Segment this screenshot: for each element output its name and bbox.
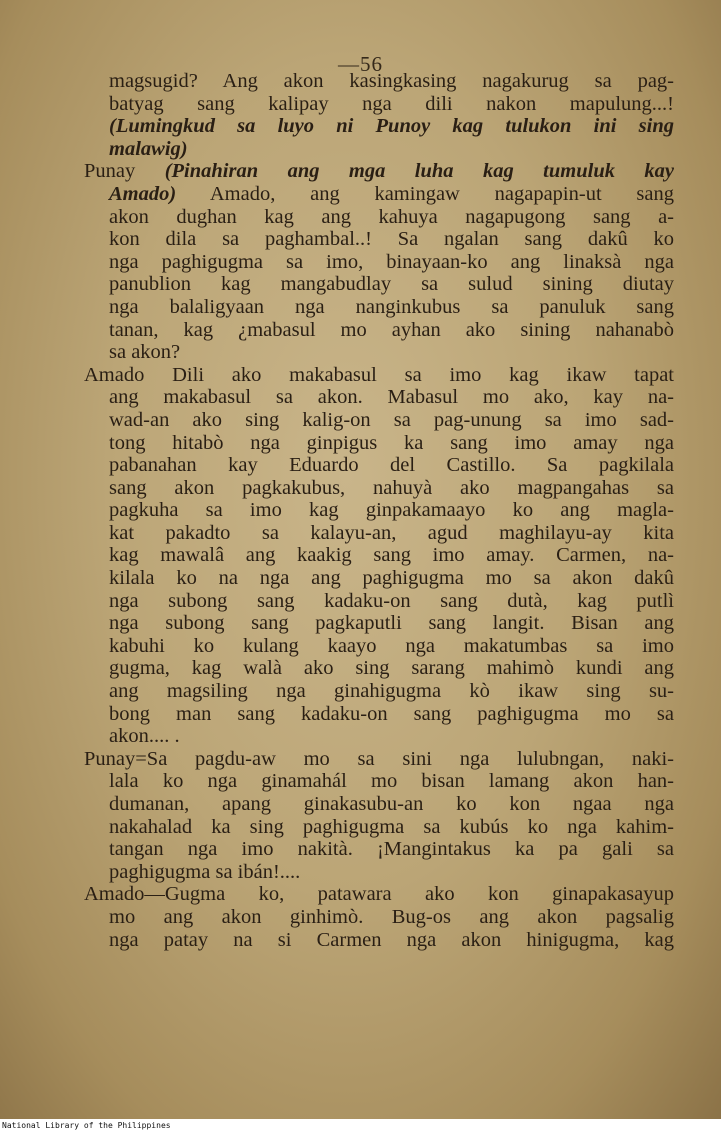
text-line: lala ko nga ginamahál mo bisan lamang akon han-: [109, 770, 674, 793]
text-line: nga paghigugma sa imo, binayaan-ko ang linaksà nga: [109, 250, 674, 273]
text-line: wad-an ako sing kalig-on sa pag-unung sa imo sad-: [109, 408, 674, 431]
text-line: magsugid? Ang akon kasingkasing nagakurug sa pag-: [109, 70, 674, 92]
text-line: akon.... .: [109, 725, 180, 748]
text-line: nga subong sang pagkaputli sang langit. Bisan ang: [109, 612, 674, 635]
text-line: Amado Dili ako makabasul sa imo kag ikaw tapat: [84, 363, 674, 386]
text-line: kag mawalâ ang kaakig sang imo amay. Carmen, na-: [109, 544, 674, 567]
text-line: malawig): [109, 137, 188, 160]
text-line: ang makabasul sa akon. Mabasul mo ako, kay na-: [109, 386, 674, 409]
text-line: kat pakadto sa kalayu-an, agud maghilayu-ay kita: [109, 521, 674, 544]
text-line: [84, 183, 674, 206]
text-line: paghigugma sa ibán!....: [109, 860, 301, 883]
text-line: Punay=Sa pagdu-aw mo sa sini nga lulubngan, naki-: [84, 747, 674, 770]
text-line: nga balaligyaan nga nanginkubus sa panuluk sang: [109, 295, 674, 318]
speaker-name: Punay: [84, 160, 136, 183]
page-number: —56: [338, 52, 383, 76]
text-line: tong hitabò nga ginpigus ka sang imo amay nga: [109, 431, 674, 454]
text-line: pabanahan kay Eduardo del Castillo. Sa pagkilala: [109, 454, 674, 477]
text-line: pagkuha sa imo kag ginpakamaayo ko ang magla-: [109, 499, 674, 522]
library-footer: National Library of the Philippines: [0, 1119, 721, 1133]
text-line: batyag sang kalipay nga dili nakon mapulung...!: [109, 92, 674, 115]
text-line: sang akon pagkakubus, nahuyà ako magpangahas sa: [109, 476, 674, 499]
text-line: bong man sang kadaku-on sang paghigugma mo sa: [109, 702, 674, 725]
text-line: nga subong sang kadaku-on sang dutà, kag putlì: [109, 589, 674, 612]
text-line: kon dila sa paghambal..! Sa ngalan sang dakû ko: [109, 228, 674, 251]
text-line: akon dughan kag ang kahuya nagapugong sang a-: [109, 205, 674, 228]
text-line: mo ang akon ginhimò. Bug-os ang akon pagsalig: [109, 905, 674, 928]
text-line: tanan, kag ¿mabasul mo ayhan ako sining nahanabò: [109, 318, 674, 341]
text-line: ang magsiling nga ginahigugma kò ikaw sing su-: [109, 680, 674, 703]
text-line: panublion kag mangabudlay sa sulud sining diutay: [109, 273, 674, 296]
text-line: nakahalad ka sing paghigugma sa kubús ko nga kahim-: [109, 815, 674, 838]
text-line: gugma, kag walà ako sing sarang mahimò kundi ang: [109, 657, 674, 680]
stage-direction: (Pinahiran ang mga luha kag tumuluk kay: [164, 160, 675, 183]
text-line: dumanan, apang ginakasubu-an ko kon ngaa nga: [109, 793, 674, 815]
text-line: sa akon?: [109, 341, 181, 364]
text-line: tangan nga imo nakità. ¡Mangintakus ka pa gali sa: [109, 838, 674, 861]
text-line: nga patay na si Carmen nga akon hinigugma, kag: [109, 928, 674, 951]
text-line: kabuhi ko kulang kaayo nga makatumbas sa imo: [109, 634, 674, 657]
stage-direction: Amado): [109, 182, 177, 205]
dialogue-text: Amado, ang kamingaw nagapapin-ut sang: [176, 182, 674, 205]
text-line: (Lumingkud sa luyo ni Punoy kag tulukon ini sing: [109, 115, 674, 138]
text-body: [84, 70, 674, 951]
text-line: [84, 160, 674, 183]
text-line: kilala ko na nga ang paghigugma mo sa akon dakû: [109, 567, 674, 590]
text-line: Amado—Gugma ko, patawara ako kon ginapakasayup: [84, 883, 674, 906]
